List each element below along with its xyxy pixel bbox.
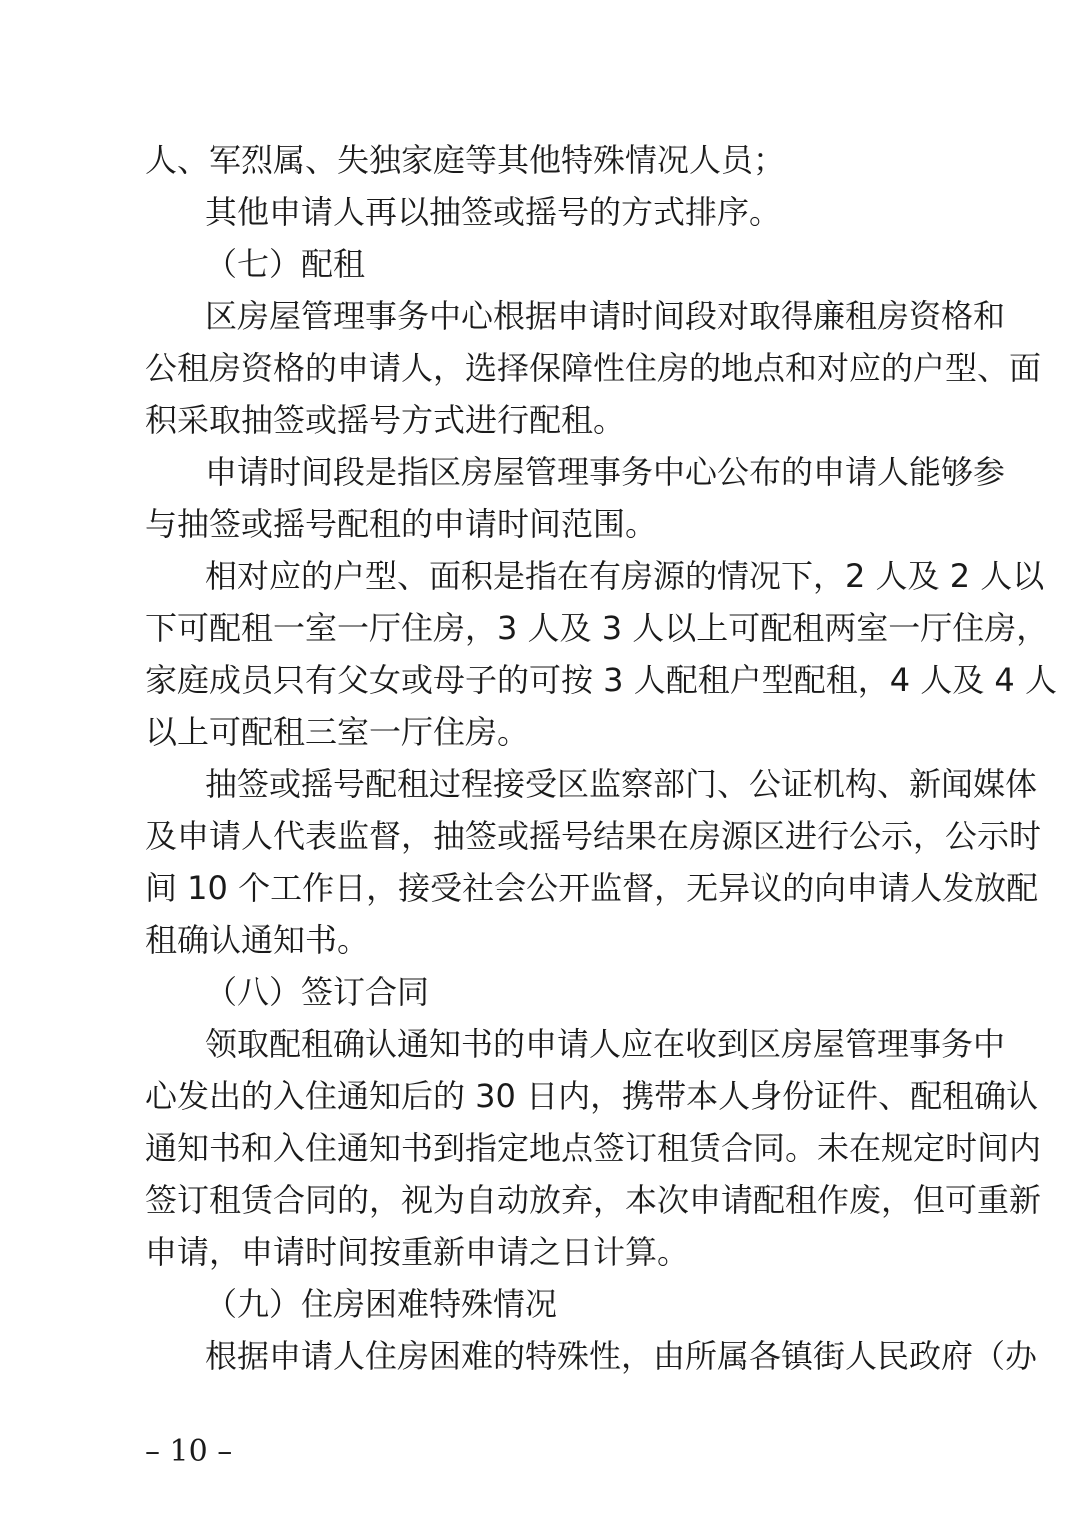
paragraph-line: 申请，申请时间按重新申请之日计算。 bbox=[145, 1233, 690, 1271]
paragraph-line: 抽签或摇号配租过程接受区监察部门、公证机构、新闻媒体 bbox=[205, 765, 1038, 803]
paragraph-line: 与抽签或摇号配租的申请时间范围。 bbox=[145, 505, 658, 543]
section-heading: （七）配租 bbox=[205, 245, 366, 283]
paragraph-line: 根据申请人住房困难的特殊性，由所属各镇街人民政府（办 bbox=[205, 1337, 1038, 1375]
paragraph-line: 间 10 个工作日，接受社会公开监督，无异议的向申请人发放配 bbox=[145, 869, 1039, 907]
paragraph-line: 以上可配租三室一厅住房。 bbox=[145, 713, 530, 751]
paragraph-line: 领取配租确认通知书的申请人应在收到区房屋管理事务中 bbox=[205, 1025, 1006, 1063]
paragraph-line: 其他申请人再以抽签或摇号的方式排序。 bbox=[205, 193, 782, 231]
paragraph-line: 心发出的入住通知后的 30 日内，携带本人身份证件、配租确认 bbox=[145, 1077, 1039, 1115]
paragraph-line: 申请时间段是指区房屋管理事务中心公布的申请人能够参 bbox=[205, 453, 1006, 491]
paragraph-line: 积采取抽签或摇号方式进行配租。 bbox=[145, 401, 626, 439]
paragraph-line: 及申请人代表监督，抽签或摇号结果在房源区进行公示，公示时 bbox=[145, 817, 1042, 855]
paragraph-line: 通知书和入住通知书到指定地点签订租赁合同。未在规定时间内 bbox=[145, 1129, 1042, 1167]
paragraph-line: 人、军烈属、失独家庭等其他特殊情况人员； bbox=[145, 141, 786, 179]
paragraph-line: 下可配租一室一厅住房，3 人及 3 人以上可配租两室一厅住房， bbox=[145, 609, 1049, 647]
section-heading: （九）住房困难特殊情况 bbox=[205, 1285, 558, 1323]
paragraph-line: 家庭成员只有父女或母子的可按 3 人配租户型配租，4 人及 4 人 bbox=[145, 661, 1057, 699]
paragraph-line: 区房屋管理事务中心根据申请时间段对取得廉租房资格和 bbox=[205, 297, 1006, 335]
paragraph-line: 相对应的户型、面积是指在有房源的情况下，2 人及 2 人以 bbox=[205, 557, 1045, 595]
section-heading: （八）签订合同 bbox=[205, 973, 430, 1011]
paragraph-line: 租确认通知书。 bbox=[145, 921, 370, 959]
page-number: – 10 – bbox=[145, 1434, 233, 1469]
paragraph-line: 签订租赁合同的，视为自动放弃，本次申请配租作废，但可重新 bbox=[145, 1181, 1042, 1219]
paragraph-line: 公租房资格的申请人，选择保障性住房的地点和对应的户型、面 bbox=[145, 349, 1042, 387]
